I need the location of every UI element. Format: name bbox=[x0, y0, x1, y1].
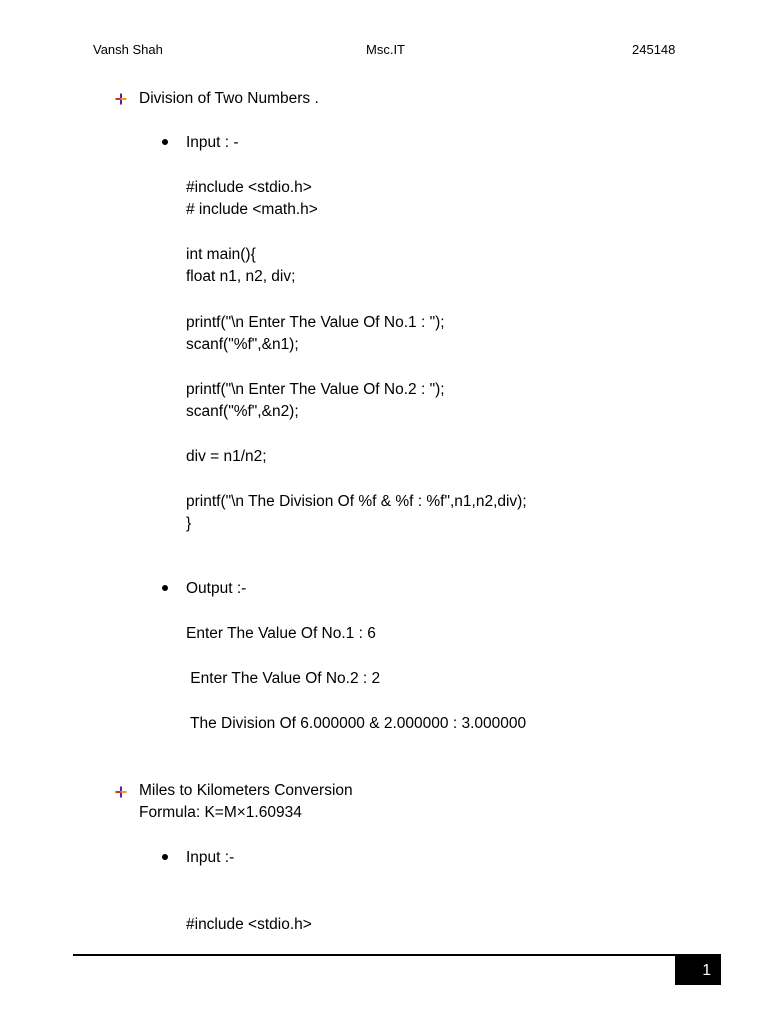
code-line: div = n1/n2; bbox=[186, 448, 267, 465]
list-bullet-icon bbox=[162, 585, 168, 591]
formula-text: Formula: K=M×1.60934 bbox=[139, 804, 302, 821]
code-line: printf("\n Enter The Value Of No.1 : "); bbox=[186, 314, 445, 331]
output-line: Enter The Value Of No.2 : 2 bbox=[186, 670, 381, 687]
code-line: # include <math.h> bbox=[186, 201, 318, 218]
code-line: float n1, n2, div; bbox=[186, 268, 296, 285]
page-number: 1 bbox=[702, 962, 711, 979]
output-line: Enter The Value Of No.1 : 6 bbox=[186, 625, 376, 642]
section-title-division: Division of Two Numbers . bbox=[139, 90, 319, 107]
input-label: Input : - bbox=[186, 134, 239, 151]
code-line: scanf("%f",&n2); bbox=[186, 403, 299, 420]
code-line: printf("\n The Division Of %f & %f : %f",n1,n2,div); bbox=[186, 493, 527, 510]
code-line: scanf("%f",&n1); bbox=[186, 336, 299, 353]
section-bullet-icon bbox=[115, 93, 127, 105]
section-bullet-icon bbox=[115, 786, 127, 798]
code-line: #include <stdio.h> bbox=[186, 179, 312, 196]
footer-rule bbox=[73, 954, 721, 956]
code-line: #include <stdio.h> bbox=[186, 916, 312, 933]
output-label: Output :- bbox=[186, 580, 247, 597]
header-author: Vansh Shah bbox=[93, 42, 163, 57]
code-line: } bbox=[186, 515, 192, 532]
code-line: printf("\n Enter The Value Of No.2 : "); bbox=[186, 381, 445, 398]
input-label: Input :- bbox=[186, 849, 235, 866]
page-number-box bbox=[675, 956, 721, 985]
header-roll-number: 245148 bbox=[632, 42, 676, 57]
output-line: The Division Of 6.000000 & 2.000000 : 3.000000 bbox=[186, 715, 527, 732]
list-bullet-icon bbox=[162, 854, 168, 860]
code-line: int main(){ bbox=[186, 246, 256, 263]
list-bullet-icon bbox=[162, 139, 168, 145]
header-course: Msc.IT bbox=[366, 42, 405, 57]
section-title-miles-to-km: Miles to Kilometers Conversion bbox=[139, 782, 353, 799]
